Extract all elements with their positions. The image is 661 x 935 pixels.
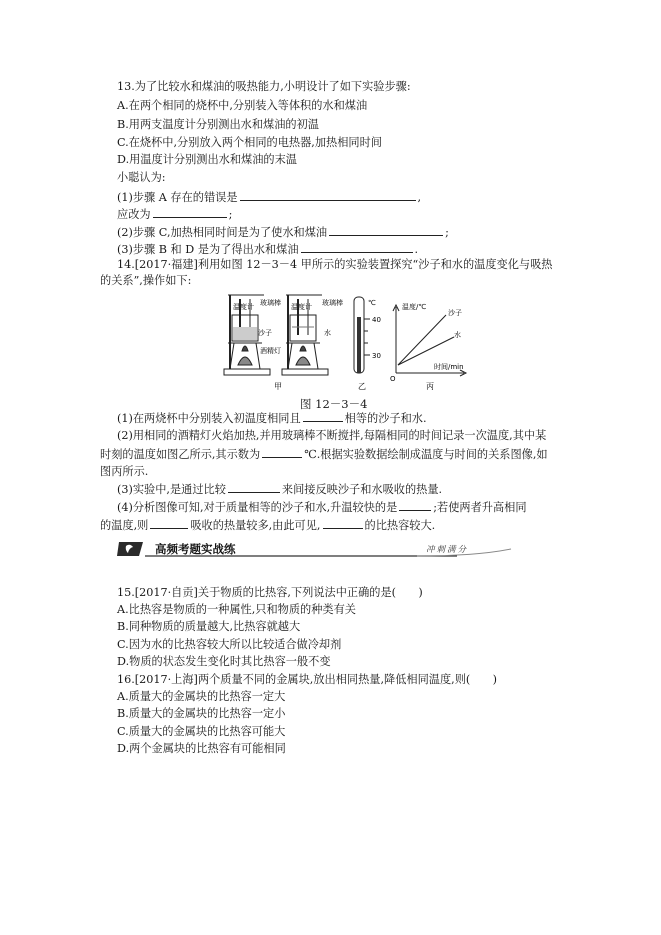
- q15-stem: 15.[2017·自贡]关于物质的比热容,下列说法中正确的是( ): [117, 586, 423, 599]
- answer-blank[interactable]: [303, 410, 343, 422]
- answer-blank[interactable]: [262, 446, 302, 458]
- figure-12-3-4: [218, 293, 480, 393]
- base-plate: [224, 369, 270, 375]
- tick-30: 30: [372, 352, 381, 360]
- q14-part1: (1)在两烧杯中分别装入初温度相同且 相等的沙子和水.: [117, 412, 427, 425]
- graph-ylabel: 温度/℃: [402, 303, 427, 311]
- lamp-label: 酒精灯: [260, 347, 281, 355]
- label-yi: 乙: [358, 382, 366, 391]
- thermometer-label: 温度计: [233, 303, 254, 311]
- section-banner: [117, 539, 512, 559]
- q15-option-d[interactable]: D.物质的状态发生变化时其比热容一般不变: [117, 655, 331, 668]
- q13-part3: (3)步骤 B 和 D 是为了得出水和煤油 .: [117, 243, 419, 256]
- q14-part3: (3)实验中,是通过比较 来间接反映沙子和水吸收的热量.: [117, 483, 443, 496]
- q13-xiaocong: 小聪认为:: [117, 171, 166, 184]
- q13-step-a: A.在两个相同的烧杯中,分别装入等体积的水和煤油: [117, 99, 368, 112]
- q16-option-c[interactable]: C.质量大的金属块的比热容可能大: [117, 725, 286, 738]
- label-bing: 丙: [426, 382, 434, 391]
- q14-part2b: 时刻的温度如图乙所示,其示数为 ℃.根据实验数据绘制成温度与时间的关系图像,如: [100, 448, 548, 461]
- q16-option-b[interactable]: B.质量大的金属块的比热容一定小: [117, 707, 286, 720]
- sand-label: 沙子: [258, 329, 272, 337]
- q16-option-a[interactable]: A.质量大的金属块的比热容一定大: [117, 690, 286, 703]
- graph-origin: O: [390, 375, 396, 383]
- graph-water-label: 水: [454, 331, 461, 339]
- q16-stem: 16.[2017·上海]两个质量不同的金属块,放出相同热量,降低相同温度,则( ): [117, 673, 498, 686]
- answer-blank[interactable]: [228, 481, 280, 493]
- base-plate: [282, 369, 328, 375]
- experiment-figure: [218, 293, 480, 393]
- q15-option-c[interactable]: C.因为水的比热容较大所以比较适合做冷却剂: [117, 638, 342, 651]
- answer-blank[interactable]: [240, 189, 416, 201]
- q13-stem: 13.为了比较水和煤油的吸热能力,小明设计了如下实验步骤:: [117, 80, 411, 93]
- q13-part1a: (1)步骤 A 存在的错误是 ,: [117, 191, 422, 204]
- q16-option-d[interactable]: D.两个金属块的比热容有可能相同: [117, 742, 286, 755]
- q14-part2d: 图丙所示.: [100, 465, 149, 478]
- answer-blank[interactable]: [153, 206, 227, 218]
- answer-blank[interactable]: [150, 517, 188, 529]
- q13-part2: (2)步骤 C,加热相同时间是为了使水和煤油 ;: [117, 226, 449, 239]
- stir-rod-label: 玻璃棒: [260, 299, 281, 307]
- thermometer-yi: [354, 297, 370, 373]
- answer-blank[interactable]: [399, 499, 431, 511]
- q13-step-c: C.在烧杯中,分别放入两个相同的电热器,加热相同时间: [117, 136, 382, 149]
- banner-title: 高频考题实战练: [155, 542, 236, 556]
- figure-caption: 图 12－3－4: [300, 397, 368, 411]
- graph-sand-label: 沙子: [448, 309, 462, 317]
- answer-blank[interactable]: [323, 517, 363, 529]
- answer-blank[interactable]: [301, 241, 413, 253]
- answer-blank[interactable]: [329, 224, 443, 236]
- sand-line: [398, 315, 446, 365]
- thermometer-unit: ℃: [368, 299, 376, 307]
- q14-part2a: (2)用相同的酒精灯火焰加热,并用玻璃棒不断搅拌,每隔相同的时间记录一次温度,其中某: [117, 429, 547, 442]
- q15-option-b[interactable]: B.同种物质的质量越大,比热容就越大: [117, 620, 301, 633]
- q15-option-a[interactable]: A.比热容是物质的一种属性,只和物质的种类有关: [117, 603, 356, 616]
- q14-stem-line1: 14.[2017·福建]利用如图 12－3－4 甲所示的实验装置探究“沙子和水的温度变化与吸热: [117, 258, 553, 271]
- label-jia: 甲: [274, 382, 282, 391]
- water-line: [398, 337, 454, 365]
- thermometer-label-2: 温度计: [291, 303, 312, 311]
- q14-stem-line2: 的关系”,操作如下:: [100, 274, 192, 287]
- tick-40: 40: [372, 316, 381, 324]
- water-label: 水: [324, 329, 331, 337]
- q13-step-b: B.用两支温度计分别测出水和煤油的初温: [117, 118, 319, 131]
- q14-part4a: (4)分析图像可知,对于质量相等的沙子和水,升温较快的是 ;若使两者升高相同: [117, 501, 527, 514]
- q13-part1b: 应改为 ;: [117, 208, 233, 221]
- stir-rod-label-2: 玻璃棒: [322, 299, 343, 307]
- q13-step-d: D.用温度计分别测出水和煤油的末温: [117, 153, 297, 166]
- banner-tag: 冲刺满分: [425, 545, 468, 555]
- q14-part4b: 的温度,则 吸收的热量较多,由此可见, 的比热容较大.: [100, 519, 436, 532]
- banner-badge: [117, 542, 143, 556]
- graph-xlabel: 时间/min: [434, 363, 464, 371]
